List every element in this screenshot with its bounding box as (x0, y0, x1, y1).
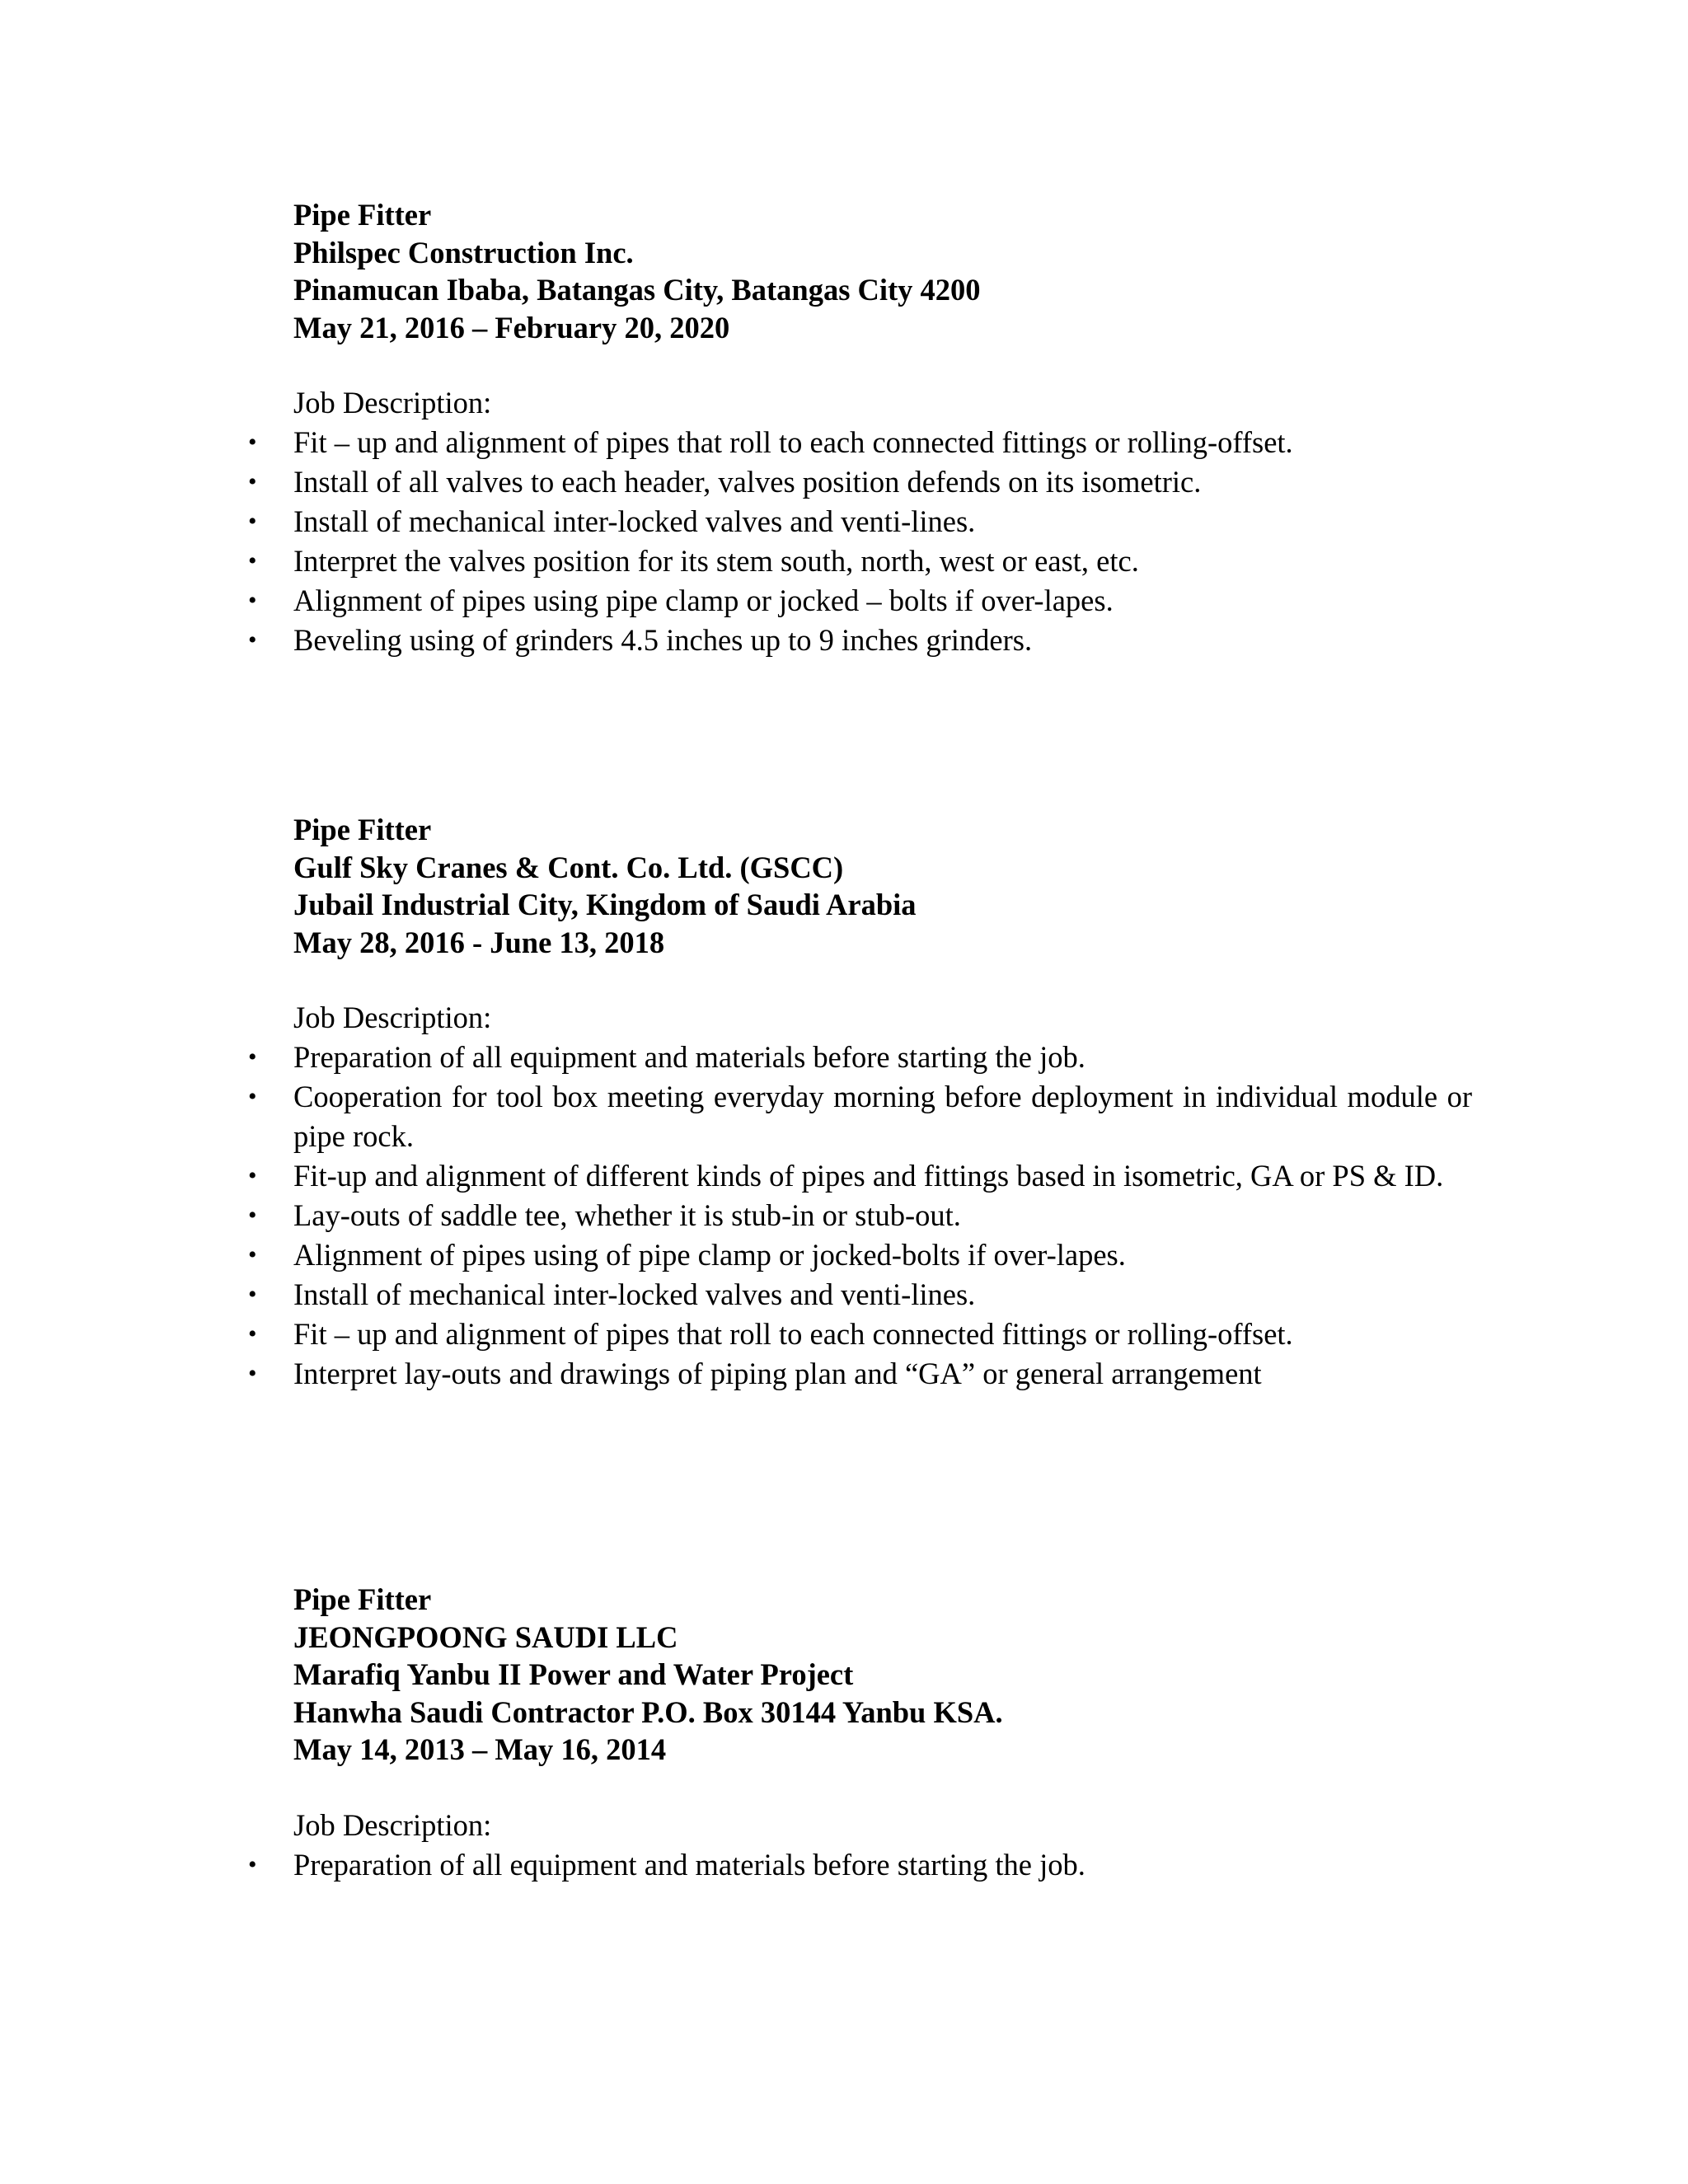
list-item (248, 1845, 1472, 1885)
bullet-icon: • (248, 468, 257, 495)
job-description-label: Job Description: (293, 386, 492, 419)
bullet-icon: • (248, 1162, 257, 1189)
job-description-label: Job Description: (293, 1807, 492, 1842)
list-item-text: Fit – up and alignment of pipes that roll to each connected fittings or rolling-offset. (293, 425, 1293, 459)
job-description-list (248, 423, 1472, 660)
bullet-icon: • (248, 1241, 257, 1268)
bullet-icon: • (248, 1360, 257, 1387)
list-item (248, 1038, 1472, 1077)
bullet-icon: • (248, 587, 257, 614)
list-item-text: Install of all valves to each header, valves position defends on its isometric. (293, 465, 1202, 499)
job-description-list (248, 1845, 1472, 1885)
bullet-icon: • (248, 1043, 257, 1071)
job-entry-gscc (248, 811, 1472, 1394)
job-entry-jeongpoong (248, 1581, 1472, 1885)
list-item (248, 1077, 1472, 1156)
list-item-text: Interpret lay-outs and drawings of piping plan and “GA” or general arrangement (293, 1357, 1262, 1390)
list-item (248, 1156, 1472, 1196)
list-item (248, 1235, 1472, 1275)
job-title: Pipe Fitter (293, 813, 432, 846)
list-item-text: Lay-outs of saddle tee, whether it is stub-in or stub-out. (293, 1198, 961, 1232)
project-name: Marafiq Yanbu II Power and Water Project (293, 1657, 854, 1691)
list-item-text: Beveling using of grinders 4.5 inches up to 9 inches grinders. (293, 623, 1033, 657)
job-title: Pipe Fitter (293, 1582, 432, 1616)
job-description-list (248, 1038, 1472, 1394)
company-name: JEONGPOONG SAUDI LLC (293, 1619, 678, 1654)
bullet-icon: • (248, 1202, 257, 1229)
bullet-icon: • (248, 1281, 257, 1308)
employment-dates: May 21, 2016 – February 20, 2020 (293, 310, 730, 344)
list-item (248, 1275, 1472, 1315)
list-item-text: Cooperation for tool box meeting everyday morning before deployment in individual module or pipe rock. (293, 1080, 1472, 1153)
company-address: Pinamucan Ibaba, Batangas City, Batangas City 4200 (293, 273, 981, 307)
company-address: Jubail Industrial City, Kingdom of Saudi Arabia (293, 888, 917, 921)
list-item-text: Install of mechanical inter-locked valves and venti-lines. (293, 504, 976, 538)
list-item (248, 1315, 1472, 1354)
company-name: Philspec Construction Inc. (293, 235, 634, 269)
bullet-icon: • (248, 1320, 257, 1347)
list-item (248, 1354, 1472, 1394)
list-item (248, 1196, 1472, 1235)
list-item-text: Preparation of all equipment and materials before starting the job. (293, 1847, 1085, 1882)
list-item-text: Interpret the valves position for its stem south, north, west or east, etc. (293, 544, 1139, 578)
bullet-icon: • (248, 547, 257, 574)
bullet-icon: • (248, 1850, 257, 1878)
list-item (248, 581, 1472, 621)
list-item-text: Fit – up and alignment of pipes that roll to each connected fittings or rolling-offset. (293, 1317, 1293, 1351)
company-address: Hanwha Saudi Contractor P.O. Box 30144 Yanbu KSA. (293, 1694, 1003, 1729)
list-item (248, 541, 1472, 581)
job-entry-philspec (248, 196, 1472, 660)
company-name: Gulf Sky Cranes & Cont. Co. Ltd. (GSCC) (293, 850, 844, 884)
job-title: Pipe Fitter (293, 198, 432, 232)
list-item (248, 502, 1472, 541)
list-item-text: Alignment of pipes using pipe clamp or jocked – bolts if over-lapes. (293, 583, 1114, 617)
list-item-text: Preparation of all equipment and materials before starting the job. (293, 1040, 1085, 1074)
bullet-icon: • (248, 508, 257, 535)
list-item-text: Install of mechanical inter-locked valves and venti-lines. (293, 1277, 976, 1311)
employment-dates: May 28, 2016 - June 13, 2018 (293, 925, 665, 959)
list-item (248, 621, 1472, 660)
list-item (248, 462, 1472, 502)
employment-dates: May 14, 2013 – May 16, 2014 (293, 1732, 667, 1766)
bullet-icon: • (248, 626, 257, 654)
job-description-label: Job Description: (293, 1001, 492, 1034)
list-item-text: Fit-up and alignment of different kinds of pipes and fittings based in isometric, GA or PS & ID. (293, 1159, 1444, 1193)
bullet-icon: • (248, 429, 257, 456)
list-item (248, 423, 1472, 462)
list-item-text: Alignment of pipes using of pipe clamp or jocked-bolts if over-lapes. (293, 1238, 1126, 1272)
bullet-icon: • (248, 1083, 257, 1110)
